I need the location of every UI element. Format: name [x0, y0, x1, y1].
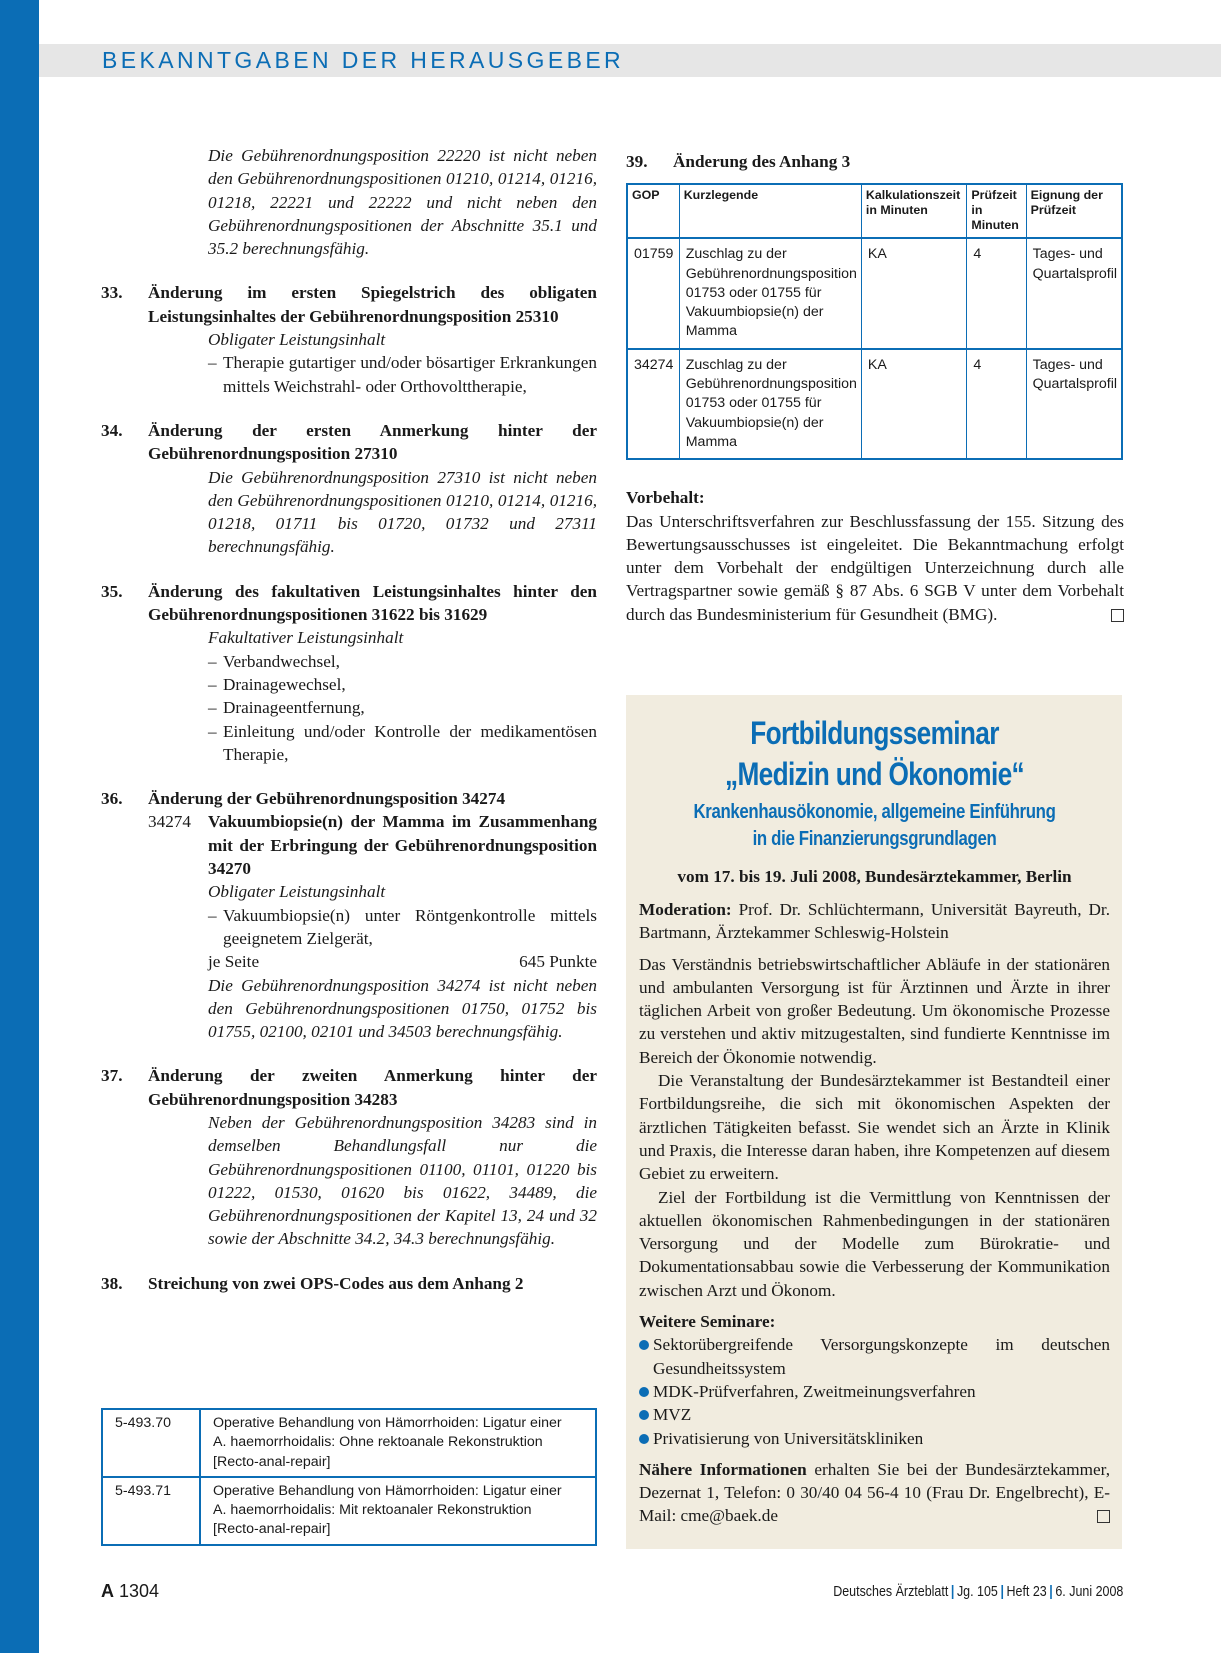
- seminar-subtitle-line-1: Krankenhausökonomie, allgemeine Einführung: [693, 801, 1056, 823]
- section-number: 33.: [101, 283, 123, 303]
- section-heading: Änderung der Gebührenordnungsposition 34274: [148, 789, 506, 809]
- separator-bar: |: [950, 1584, 955, 1600]
- paragraph: Das Verständnis betriebswirtschaftlicher Abläufe in der stationären und ambulanten Versorgung ist für Ärztinnen und Ärzte in ihrer täglichen Arbeit von großer Bedeutung. Um ökonomische Prozesse zu verstehen und aktiv mitzugestalten, sind fundierte Kenntnisse im Bereich der Ökonomie notwendig.: [639, 954, 1110, 1067]
- vorbehalt-text: [626, 510, 1124, 626]
- paragraph: Ziel der Fortbildung ist die Vermittlung von Kenntnissen der aktuellen ökonomischen Rahmenbedingungen in der stationären Versorgung und der Modelle zum Bürokratie- und Dokumentationsabbau sowie die Verbesserung der Kommunikation zwischen Arzt und Ökonom.: [639, 1187, 1110, 1300]
- section-39: [626, 150, 1124, 173]
- ops-description: [200, 1409, 596, 1477]
- table-row: [102, 1409, 596, 1477]
- ops-description: [200, 1477, 596, 1545]
- section-38: [101, 1272, 597, 1295]
- section-37: [101, 1064, 597, 1250]
- cell-kurzlegende: Zuschlag zu der Gebührenordnungsposition 01753 oder 01755 für Vakuumbiopsie(n) der Mamma: [679, 349, 861, 459]
- points-value: 645 Punkte: [519, 952, 597, 972]
- dash-item: – Therapie gutartiger und/oder bösartiger Erkrankungen mittels Weichstrahl- oder Orthovolttherapie,: [208, 351, 597, 398]
- ops-line: A. haemorrhoidalis: Ohne rektoanale Rekonstruktion: [213, 1434, 543, 1451]
- section-heading: Änderung des fakultativen Leistungsinhaltes hinter den Gebührenordnungspositionen 31622 bis 31629: [148, 581, 597, 625]
- section-33: [101, 281, 597, 397]
- left-color-bar: [0, 0, 39, 1653]
- section-number: 34.: [101, 420, 123, 440]
- sub-heading: Obligater Leistungsinhalt: [208, 330, 386, 350]
- ops-code: 5-493.71: [102, 1477, 200, 1545]
- section-34: [101, 419, 597, 559]
- cell-kalkulationszeit: KA: [861, 349, 966, 459]
- page-number-value: 1304: [119, 1581, 160, 1601]
- dash-item: – Vakuumbiopsie(n) unter Röntgenkontrolle mittels geeignetem Zielgerät,: [208, 904, 597, 951]
- seminar-infobox: [626, 695, 1122, 1549]
- gop-heading: Vakuumbiopsie(n) der Mamma im Zusammenhang mit der Erbringung der Gebührenordnungsposition 34270: [208, 812, 597, 879]
- seminar-date: vom 17. bis 19. Juli 2008, Bundesärztekammer, Berlin: [677, 867, 1072, 886]
- table-row: [627, 349, 1122, 459]
- page-letter: A: [101, 1581, 114, 1601]
- vorbehalt-label: Vorbehalt:: [626, 488, 705, 508]
- journal-date: 6. Juni 2008: [1055, 1584, 1123, 1600]
- separator-bar: |: [1048, 1584, 1053, 1600]
- cell-pruefzeit: 4: [967, 238, 1026, 348]
- contact-text: erhalten Sie bei der Bundesärztekammer, Dezernat 1, Telefon: 0 30/40 04 56-4 10 (Frau Dr. Engelbrecht), E-Mail: cme@baek.de: [639, 1459, 1111, 1526]
- col-header-kalkulationszeit: Kalkulationszeit in Minuten: [861, 184, 966, 238]
- section-35: [101, 580, 597, 766]
- contact-label: Nähere Informationen: [639, 1459, 807, 1479]
- separator-bar: |: [1000, 1584, 1004, 1600]
- seminar-title-line-2: „Medizin und Ökonomie“: [725, 756, 1024, 792]
- journal-issue: Heft 23: [1006, 1584, 1047, 1600]
- left-column: [101, 146, 597, 1295]
- seminar-list-item: MVZ: [639, 1403, 1110, 1426]
- ops-line: Operative Behandlung von Hämorrhoiden: Ligatur einer: [213, 1482, 562, 1499]
- contact-info: [639, 1458, 1110, 1528]
- annotation-text: Die Gebührenordnungsposition 34274 ist nicht neben den Gebührenordnungspositionen 01750, 01752 bis 01755, 02100, 02101 und 34503 berechnungsfähig.: [208, 975, 597, 1042]
- dash-item: – Einleitung und/oder Kontrolle der medikamentösen Therapie,: [208, 720, 597, 767]
- right-column: [626, 150, 1124, 626]
- page-number: [101, 1581, 159, 1602]
- table-row: [102, 1477, 596, 1545]
- sub-heading: Fakultativer Leistungsinhalt: [208, 628, 404, 648]
- points-row: [208, 950, 597, 973]
- section-header-title: BEKANNTGABEN DER HERAUSGEBER: [102, 47, 625, 73]
- section-heading: Änderung der ersten Anmerkung hinter der Gebührenordnungsposition 27310: [148, 420, 597, 464]
- seminar-list-item: Privatisierung von Universitätskliniken: [639, 1427, 1110, 1450]
- section-number: 38.: [101, 1273, 123, 1293]
- ops-codes-table: [101, 1408, 597, 1546]
- section-number: 37.: [101, 1066, 123, 1086]
- ops-line: Operative Behandlung von Hämorrhoiden: Ligatur einer: [213, 1415, 562, 1431]
- journal-volume: Jg. 105: [956, 1584, 998, 1600]
- end-mark-icon: [1111, 609, 1124, 622]
- journal-name: Deutsches Ärzteblatt: [832, 1584, 948, 1600]
- section-heading: Änderung im ersten Spiegelstrich des obligaten Leistungsinhaltes der Gebührenordnungsposition 25310: [148, 283, 597, 326]
- seminar-subtitle-line-2: in die Finanzierungsgrundlagen: [752, 828, 997, 850]
- moderation-label: Moderation:: [639, 900, 732, 919]
- seminar-list-item: Sektorübergreifende Versorgungskonzepte im deutschen Gesundheitssystem: [639, 1333, 1110, 1380]
- gop-code: 34274: [148, 812, 191, 832]
- paragraph: Die Veranstaltung der Bundesärztekammer ist Bestandteil einer Fortbildungsreihe, die sich mit ökonomischen Aspekten der ärztlichen Tätigkeiten befasst. Sie wendet sich an Ärzte in Klinik und Praxis, die Interesse daran haben, ihre Kompetenzen auf diesem Gebiet zu erweitern.: [639, 1071, 1110, 1184]
- annotation-text: Neben der Gebührenordnungsposition 34283 sind in demselben Behandlungsfall nur die Gebührenordnungspositionen 01100, 01101, 01220 bis 01222, 01530, 01620 bis 01622, 34489, die Gebührenordnungspositionen der Kapitel 13, 24 und 32 sowie der Abschnitte 34.2, 34.3 berechnungsfähig.: [208, 1112, 597, 1249]
- col-header-pruefzeit: Prüfzeit in Minuten: [967, 184, 1026, 238]
- ops-line: [Recto-anal-repair]: [213, 1521, 331, 1538]
- vorbehalt-body: Das Unterschriftsverfahren zur Beschlussfassung der 155. Sitzung des Bewertungsausschusses ist eingeleitet. Die Bekanntmachung erfolgt unter dem Vorbehalt der endgültigen Unterzeichnung durch alle Vertragspartner sowie gemäß § 87 Abs. 6 SGB V unter dem Vorbehalt durch das Bundesministerium für Gesundheit (BMG).: [626, 511, 1124, 624]
- col-header-kurzlegende: Kurzlegende: [679, 184, 861, 238]
- section-heading: Änderung der zweiten Anmerkung hinter der Gebührenordnungsposition 34283: [148, 1066, 597, 1109]
- cell-eignung: Tages- und Quartalsprofil: [1026, 349, 1122, 459]
- vorbehalt-block: [626, 486, 1124, 626]
- weitere-label: Weitere Seminare:: [639, 1312, 776, 1332]
- journal-footer: [833, 1584, 1123, 1600]
- sub-heading: Obligater Leistungsinhalt: [208, 882, 386, 902]
- section-number: 36.: [101, 789, 123, 809]
- seminar-list-item: MDK-Prüfverfahren, Zweitmeinungsverfahren: [639, 1380, 1110, 1403]
- col-header-gop: GOP: [627, 184, 679, 238]
- ops-code: 5-493.70: [102, 1409, 200, 1477]
- cell-eignung: Tages- und Quartalsprofil: [1032, 246, 1117, 282]
- cell-kurzlegende: Zuschlag zu der Gebührenordnungsposition 01753 oder 01755 für Vakuumbiopsie(n) der Mamma: [679, 238, 861, 348]
- intro-note: Die Gebührenordnungsposition 22220 ist nicht neben den Gebührenordnungspositionen 01210, 01214, 01216, 01218, 22221 und 22222 und nicht neben den Gebührenordnungspositionen der Abschnitte 35.1 und 35.2 berechnungsfähig.: [208, 146, 597, 259]
- col-header-eignung: Eignung der Prüfzeit: [1026, 184, 1122, 238]
- table-row: [627, 238, 1122, 348]
- section-number: 39.: [626, 152, 648, 171]
- cell-gop: 34274: [627, 349, 679, 459]
- moderation-text: Prof. Dr. Schlüchtermann, Universität Bayreuth, Dr. Bartmann, Ärztekammer Schleswig-Holstein: [639, 900, 1111, 943]
- cell-gop: 01759: [627, 238, 679, 348]
- section-36: [101, 787, 597, 1043]
- ops-line: [Recto-anal-repair]: [213, 1453, 331, 1470]
- dash-item: – Drainageentfernung,: [208, 696, 597, 719]
- annotation-text: Die Gebührenordnungsposition 27310 ist nicht neben den Gebührenordnungspositionen 01210, 01214, 01216, 01218, 01711 bis 01720, 01732 und 27311 berechnungsfähig.: [208, 467, 597, 557]
- section-heading: Streichung von zwei OPS-Codes aus dem Anhang 2: [148, 1273, 524, 1293]
- section-heading: Änderung des Anhang 3: [673, 152, 851, 171]
- dash-item: – Drainagewechsel,: [208, 673, 597, 696]
- cell-pruefzeit: 4: [967, 349, 1026, 459]
- section-number: 35.: [101, 581, 123, 601]
- dash-item: – Verbandwechsel,: [208, 650, 597, 673]
- moderation: [639, 898, 1110, 945]
- end-mark-icon: [1097, 1510, 1110, 1523]
- ops-line: A. haemorrhoidalis: Mit rektoanaler Rekonstruktion: [213, 1502, 532, 1519]
- per-side-label: je Seite: [208, 952, 260, 972]
- cell-kalkulationszeit: KA: [861, 238, 966, 348]
- seminar-title-line-1: Fortbildungsseminar: [750, 715, 999, 751]
- table-header-row: [627, 184, 1122, 238]
- gop-table: [626, 183, 1123, 460]
